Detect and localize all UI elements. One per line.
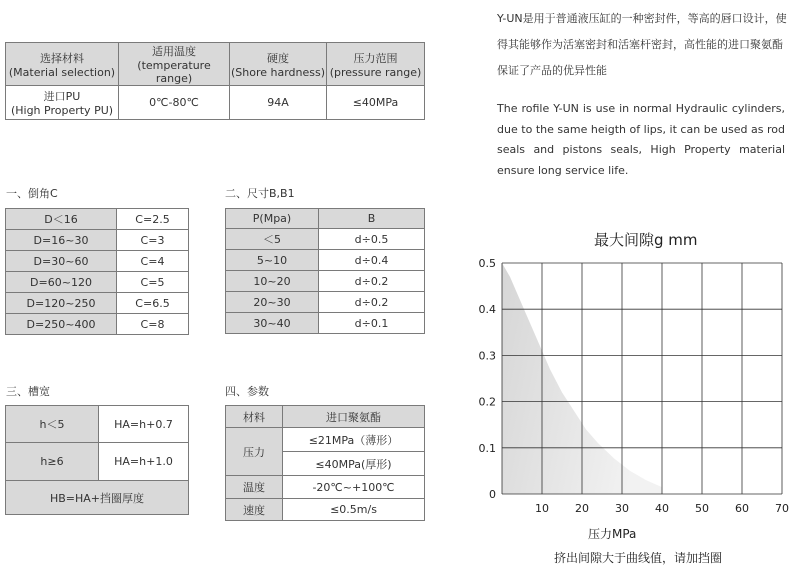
chart-note: 挤出间隙大于曲线值，请加挡圈 bbox=[554, 551, 723, 565]
params-header-value: 进口聚氨酯 bbox=[283, 406, 425, 428]
params-temp-label: 温度 bbox=[226, 476, 283, 499]
chamfer-d: D=30~60 bbox=[6, 251, 117, 272]
chamfer-c: C=4 bbox=[117, 251, 189, 272]
groove-ha: HA=h+1.0 bbox=[99, 443, 189, 481]
material-value-cn: 进口PU bbox=[43, 90, 81, 103]
header-pressure-en: (pressure range) bbox=[329, 65, 422, 79]
y-tick-label: 0.3 bbox=[478, 349, 496, 363]
params-header-material: 材料 bbox=[226, 406, 283, 428]
size-p: 10~20 bbox=[226, 271, 319, 292]
size-header-b: B bbox=[319, 209, 425, 229]
y-tick-label: 0.1 bbox=[478, 441, 496, 455]
size-p: ＜5 bbox=[226, 229, 319, 250]
chamfer-d: D=60~120 bbox=[6, 272, 117, 293]
description-en: The rofile Y-UN is use in normal Hydraulic cylinders, due to the same heigth of lips, it can be used as rod seals and pistons seals, High Property material ensure long service life. bbox=[497, 102, 785, 177]
size-header-p: P(Mpa) bbox=[226, 209, 319, 229]
groove-h: h≥6 bbox=[6, 443, 99, 481]
size-p: 20~30 bbox=[226, 292, 319, 313]
header-hardness-cn: 硬度 bbox=[267, 51, 289, 65]
params-title: 四、参数 bbox=[225, 385, 269, 398]
params-speed-label: 速度 bbox=[226, 499, 283, 521]
y-tick-label: 0.2 bbox=[478, 395, 496, 409]
size-p: 5~10 bbox=[226, 250, 319, 271]
x-tick-label: 30 bbox=[615, 502, 629, 515]
x-tick-label: 50 bbox=[695, 502, 709, 515]
material-value-en: (High Property PU) bbox=[10, 104, 114, 117]
size-b: d÷0.2 bbox=[319, 292, 425, 313]
header-hardness-en: (Shore hardness) bbox=[230, 65, 326, 79]
header-temperature-cn: 适用温度 bbox=[152, 45, 196, 58]
chamfer-d: D＜16 bbox=[6, 209, 117, 230]
size-b: d÷0.2 bbox=[319, 271, 425, 292]
chamfer-title: 一、倒角C bbox=[6, 187, 58, 200]
groove-title: 三、槽宽 bbox=[6, 385, 50, 398]
header-pressure-cn: 压力范围 bbox=[353, 51, 398, 65]
header-temperature-en: (temperature range) bbox=[137, 59, 211, 85]
chamfer-c: C=8 bbox=[117, 314, 189, 335]
size-b: d÷0.1 bbox=[319, 313, 425, 334]
chamfer-c: C=2.5 bbox=[117, 209, 189, 230]
chamfer-c: C=3 bbox=[117, 230, 189, 251]
chamfer-c: C=6.5 bbox=[117, 293, 189, 314]
groove-h: h＜5 bbox=[6, 406, 99, 443]
x-tick-label: 60 bbox=[735, 502, 749, 515]
description-cn: Y-UN是用于普通液压缸的一种密封件，等高的唇口设计，使得其能够作为活塞密封和活塞杆密封，高性能的进口聚氨酯保证了产品的优异性能 bbox=[497, 12, 787, 77]
header-material-cn: 选择材料 bbox=[40, 51, 84, 65]
x-tick-label: 70 bbox=[775, 502, 789, 515]
y-tick-label: 0.4 bbox=[478, 303, 496, 317]
size-b: d÷0.4 bbox=[319, 250, 425, 271]
temperature-value: 0℃-80℃ bbox=[119, 86, 230, 120]
y-tick-label: 0.5 bbox=[478, 257, 496, 270]
chamfer-c: C=5 bbox=[117, 272, 189, 293]
params-temp-value: -20℃~+100℃ bbox=[283, 476, 425, 499]
chamfer-d: D=120~250 bbox=[6, 293, 117, 314]
hardness-value: 94A bbox=[230, 86, 327, 120]
x-tick-label: 20 bbox=[575, 502, 589, 515]
params-pressure-label: 压力 bbox=[226, 428, 283, 476]
chamfer-d: D=250~400 bbox=[6, 314, 117, 335]
params-pressure-thick: ≤40MPa(厚形) bbox=[283, 452, 425, 476]
groove-ha: HA=h+0.7 bbox=[99, 406, 189, 443]
chamfer-d: D=16~30 bbox=[6, 230, 117, 251]
size-title: 二、尺寸B,B1 bbox=[225, 187, 295, 200]
header-material-en: (Material selection) bbox=[8, 65, 116, 79]
y-tick-label: 0 bbox=[489, 488, 496, 501]
x-tick-label: 40 bbox=[655, 502, 669, 515]
size-b: d÷0.5 bbox=[319, 229, 425, 250]
pressure-value: ≤40MPa bbox=[327, 86, 425, 120]
size-p: 30~40 bbox=[226, 313, 319, 334]
groove-footer: HB=HA+挡圈厚度 bbox=[6, 481, 189, 515]
params-speed-value: ≤0.5m/s bbox=[283, 499, 425, 521]
chart-title: 最大间隙g mm bbox=[594, 231, 698, 249]
params-pressure-thin: ≤21MPa（薄形） bbox=[283, 428, 425, 452]
x-tick-label: 10 bbox=[535, 502, 549, 515]
chart-xlabel: 压力MPa bbox=[588, 527, 637, 541]
